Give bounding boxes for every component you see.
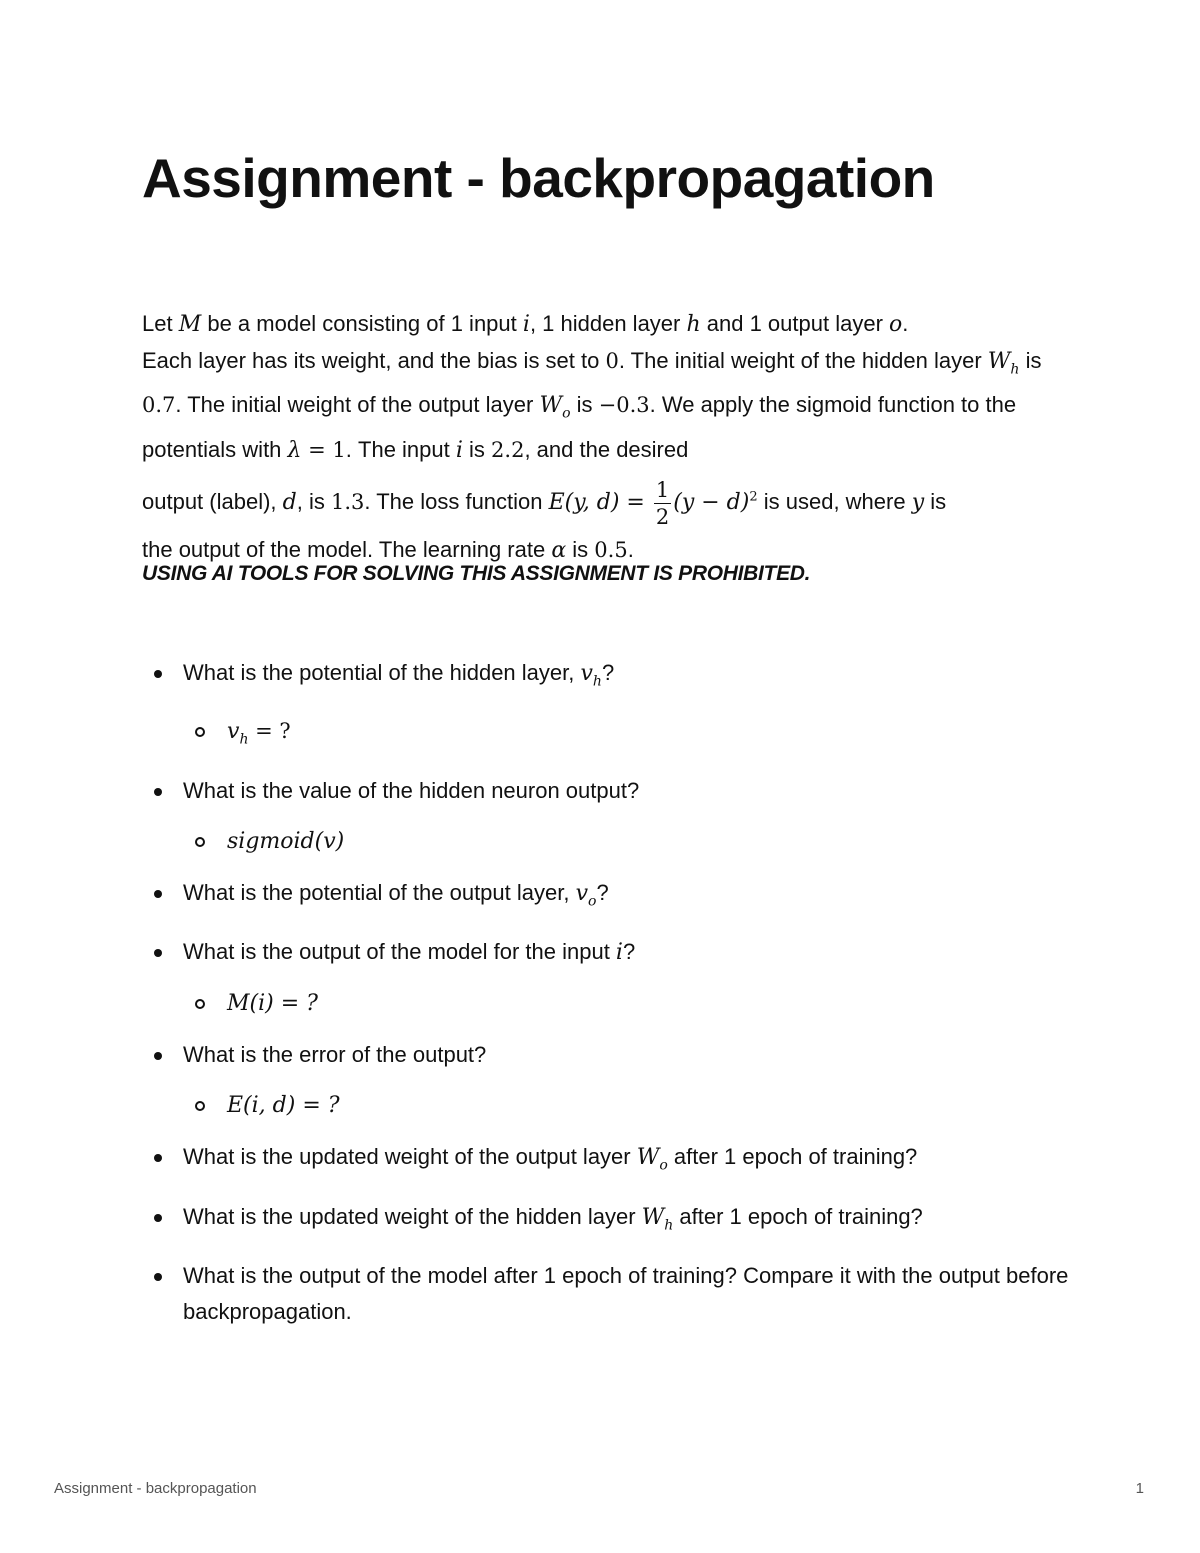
question-text: What is the value of the hidden neuron output?: [183, 777, 640, 803]
math-h: h: [686, 312, 701, 337]
math-subscript: o: [659, 1157, 668, 1174]
math-wo-value: −0.3: [598, 393, 650, 418]
intro-text: is: [1019, 348, 1042, 373]
intro-text: be a model consisting of 1 input: [201, 311, 523, 336]
question-text: What is the potential of the hidden layer,: [183, 660, 581, 685]
question-text: ?: [601, 660, 615, 685]
math-Wh: W: [987, 349, 1011, 374]
intro-text: Let: [142, 311, 179, 336]
intro-text: .: [627, 537, 634, 563]
answer-item: [183, 823, 1080, 860]
intro-text: . The initial weight of the output layer: [175, 392, 540, 418]
math-v: v: [227, 719, 240, 745]
question-text: after 1 epoch of training?: [667, 1144, 918, 1170]
question-item: [150, 1037, 1080, 1124]
math-subscript: o: [562, 405, 571, 422]
math-subscript: o: [588, 893, 597, 910]
math-W: W: [641, 1204, 665, 1230]
math-o: o: [889, 312, 903, 337]
math-y: y: [911, 490, 925, 516]
question-list: [150, 655, 1080, 1345]
page-number: 1: [1135, 1480, 1144, 1497]
math-equals: = ?: [248, 719, 291, 744]
fraction-denominator: 2: [655, 504, 670, 529]
math-wh-value: 0.7: [142, 393, 176, 418]
intro-text: .: [902, 311, 909, 336]
math-error: E(i, d) = ?: [227, 1093, 340, 1119]
intro-text: is: [924, 489, 947, 515]
math-subscript: h: [664, 1216, 674, 1233]
math-i: i: [522, 312, 530, 337]
fraction-numerator: 1: [655, 477, 670, 502]
math-alpha: α: [551, 538, 567, 564]
answer-list: [183, 713, 1080, 757]
question-item: [150, 1258, 1080, 1330]
math-alpha-value: 0.5: [594, 538, 628, 563]
question-text: What is the potential of the output layer,: [183, 879, 576, 905]
question-text: What is the error of the output?: [183, 1042, 487, 1068]
question-text: What is the output of the model for the input: [183, 939, 616, 965]
intro-text: and 1 output layer: [700, 311, 890, 336]
math-bias-value: 0: [605, 349, 619, 373]
page-title: Assignment - backpropagation: [142, 147, 935, 209]
answer-item: [183, 713, 1080, 757]
answer-item: [183, 985, 1080, 1022]
answer-list: [183, 823, 1080, 860]
question-text: What is the updated weight of the hidden layer: [183, 1203, 642, 1229]
math-i: i: [615, 940, 623, 966]
question-item: [150, 1199, 1080, 1243]
question-item: [150, 875, 1080, 919]
math-exponent: 2: [749, 489, 758, 505]
math-input-value: 2.2: [491, 437, 525, 462]
math-label-value: 1.3: [330, 490, 365, 515]
math-Wo: W: [539, 393, 563, 419]
answer-list: [183, 985, 1080, 1022]
math-W: W: [636, 1145, 660, 1171]
math-lambda-value: = 1: [301, 437, 346, 462]
math-subscript: h: [239, 731, 249, 748]
math-v: v: [575, 880, 589, 906]
question-text: What is the updated weight of the output layer: [183, 1144, 637, 1170]
math-d: d: [282, 490, 297, 516]
math-model-output: M(i) = ?: [227, 991, 318, 1017]
intro-text: , is: [296, 489, 331, 515]
answer-item: [183, 1087, 1080, 1124]
intro-text: is: [570, 392, 599, 418]
question-item: [150, 773, 1080, 860]
math-subscript: h: [1010, 361, 1020, 378]
question-item: [150, 655, 1080, 758]
question-item: [150, 934, 1080, 1022]
question-text: ?: [596, 879, 609, 905]
intro-text: , and the desired: [524, 436, 689, 462]
question-text: after 1 epoch of training?: [673, 1203, 923, 1229]
loss-line: [142, 477, 947, 529]
ai-tools-warning: USING AI TOOLS FOR SOLVING THIS ASSIGNMENT IS PROHIBITED.: [142, 562, 811, 585]
intro-text: , 1 hidden layer: [529, 311, 687, 336]
intro-text: is used, where: [757, 489, 912, 515]
question-item: [150, 1139, 1080, 1183]
math-M: M: [178, 312, 202, 337]
intro-text: output (label),: [142, 489, 283, 515]
math-fraction: [654, 477, 671, 530]
intro-text: . We apply the sigmoid function to the potentials with: [142, 392, 1017, 462]
intro-text: . The input: [345, 436, 456, 462]
answer-list: [183, 1087, 1080, 1124]
footer-title: Assignment - backpropagation: [54, 1480, 257, 1497]
math-i: i: [455, 437, 463, 463]
question-text: What is the output of the model after 1 epoch of training? Compare it with the output before backpropagation.: [183, 1262, 1069, 1324]
intro-text: the output of the model. The learning rate: [142, 537, 552, 563]
math-v: v: [580, 661, 593, 686]
intro-text: . The loss function: [364, 489, 549, 515]
intro-text: is: [566, 537, 595, 563]
math-loss-rhs: (y − d): [673, 490, 750, 516]
intro-paragraph: [142, 306, 1072, 569]
intro-text: . The initial weight of the hidden layer: [618, 348, 988, 373]
math-subscript: h: [592, 673, 602, 690]
math-sigmoid: sigmoid(v): [227, 828, 345, 854]
intro-text: Each layer has its weight, and the bias is set to: [142, 348, 606, 373]
math-loss-lhs: E(y, d) =: [548, 490, 652, 516]
question-text: ?: [622, 939, 636, 965]
intro-text: is: [462, 436, 492, 462]
math-lambda: λ: [287, 437, 302, 463]
